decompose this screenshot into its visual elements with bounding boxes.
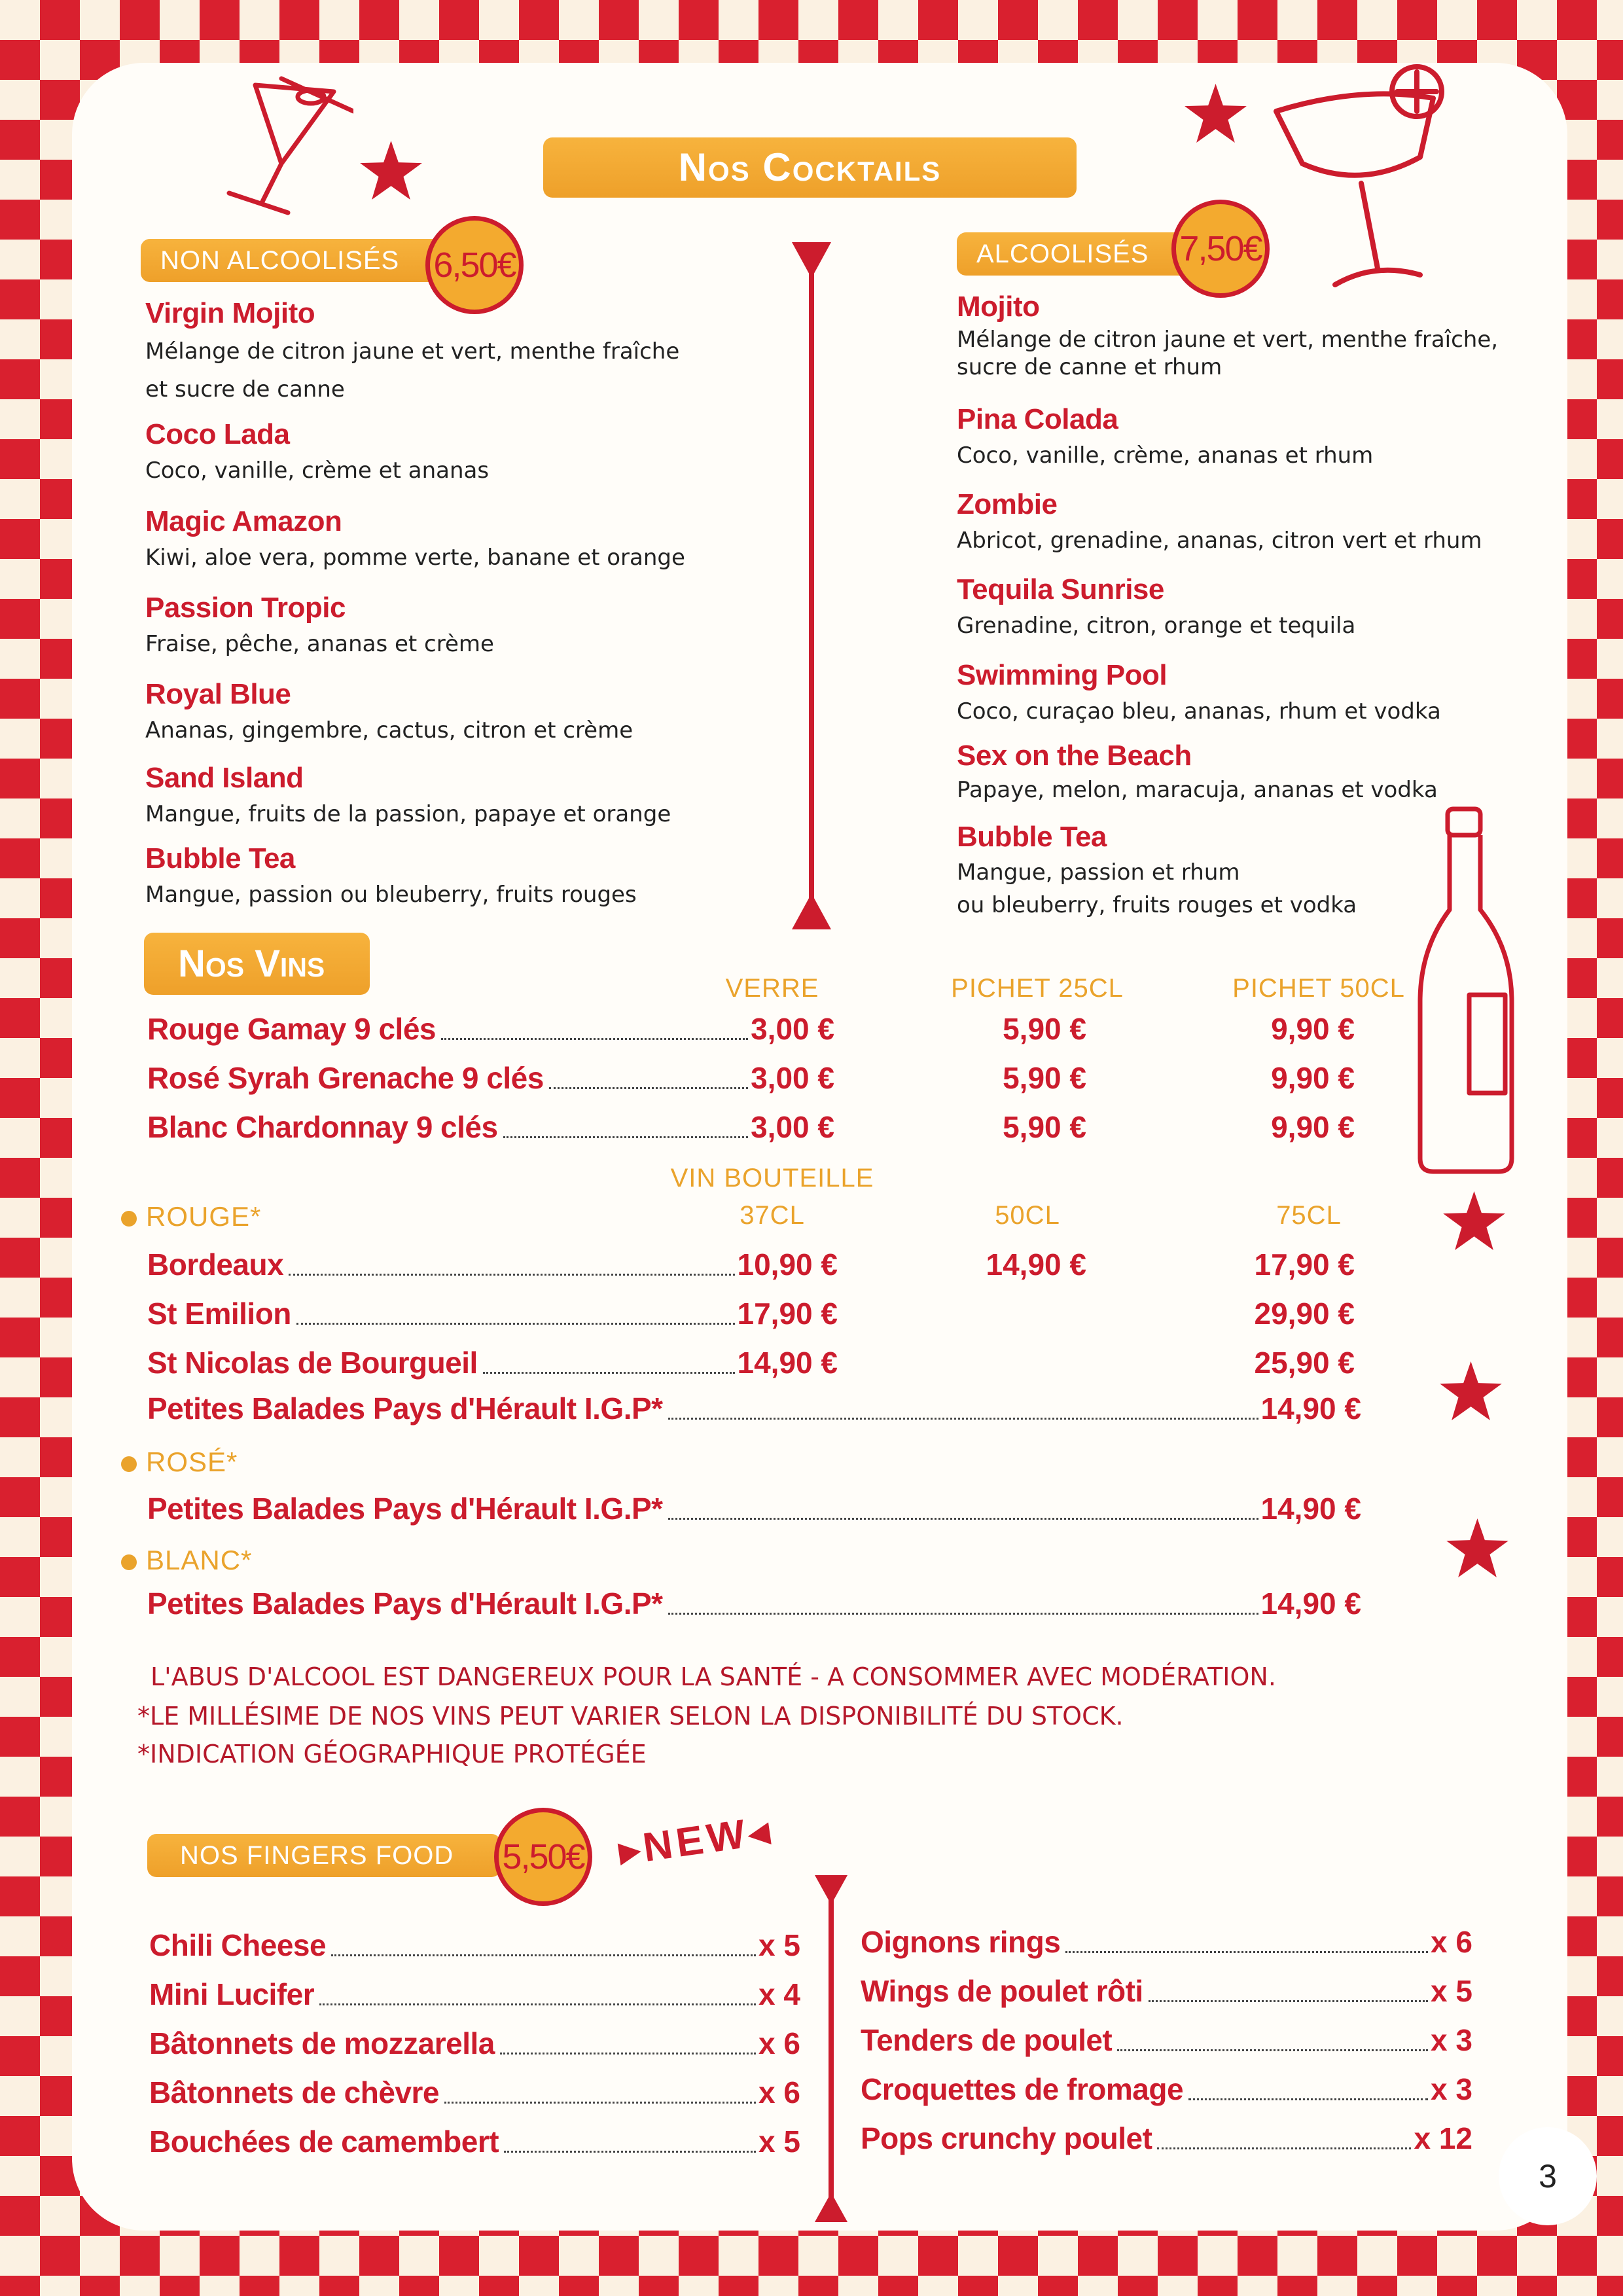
food-row (861, 2121, 1472, 2156)
star-icon (1185, 84, 1247, 143)
food-name: Wings de poulet rôti (861, 1974, 1143, 2008)
item-name: Sand Island (145, 762, 304, 794)
food-qty: x 12 (1414, 2121, 1472, 2155)
menu-item (145, 295, 679, 408)
price-75cl: 17,90 € (1254, 1247, 1355, 1282)
item-description: Mélange de citron jaune et vert, menthe fraîche, (957, 327, 1499, 353)
item-name: Coco Lada (145, 418, 290, 450)
item-description: Abricot, grenadine, ananas, citron vert et rhum (957, 528, 1482, 554)
asterisk: * (651, 1587, 663, 1621)
category-rose: ROSÉ* (121, 1446, 238, 1478)
asterisk: * (651, 1391, 663, 1426)
legal-igp-note: *INDICATION GÉOGRAPHIQUE PROTÉGÉE (137, 1740, 647, 1768)
header-75cl: 75CL (1276, 1201, 1342, 1230)
menu-item (957, 288, 1498, 381)
item-description: Kiwi, aloe vera, pomme verte, banane et orange (145, 545, 685, 571)
price-glass: 3,00 € (751, 1012, 834, 1046)
wine-name: St Emilion (147, 1297, 291, 1331)
star-icon (1446, 1518, 1508, 1577)
price-pitcher-25: 5,90 € (1003, 1012, 1086, 1046)
menu-item (145, 416, 489, 488)
wine-row (147, 1109, 834, 1145)
item-description: Ananas, gingembre, cactus, citron et crème (145, 717, 633, 744)
item-description: Coco, vanille, crème et ananas (145, 457, 490, 484)
price-75cl: 25,90 € (1254, 1346, 1355, 1380)
wine-row (147, 1391, 1361, 1426)
wine-name: Rouge Gamay 9 clés (147, 1012, 436, 1046)
wine-name: St Nicolas de Bourgueil (147, 1346, 478, 1380)
price-pitcher-25: 5,90 € (1003, 1110, 1086, 1144)
price-75cl: 14,90 € (1260, 1587, 1361, 1621)
wine-row (147, 1060, 834, 1096)
food-qty: x 5 (1431, 1974, 1472, 2008)
food-name: Chili Cheese (149, 1928, 327, 1962)
item-description: Mangue, passion et rhum (957, 859, 1240, 886)
margarita-glass-icon (1263, 59, 1459, 308)
alcoholic-label: ALCOOLISÉS (957, 232, 1199, 276)
wine-name: Rosé Syrah Grenache 9 clés (147, 1061, 544, 1095)
price-pitcher-50: 9,90 € (1271, 1012, 1355, 1046)
food-row (149, 1977, 800, 2012)
item-description: Grenadine, citron, orange et tequila (957, 613, 1356, 639)
header-pitcher-50: PICHET 50CL (1232, 974, 1405, 1003)
price-37cl: 17,90 € (737, 1297, 838, 1331)
category-rouge: ROUGE* (121, 1201, 261, 1232)
header-pitcher-25: PICHET 25CL (951, 974, 1124, 1003)
wine-row (147, 1345, 838, 1380)
star-icon (360, 141, 422, 200)
food-name: Oignons rings (861, 1925, 1061, 1959)
price-pitcher-50: 9,90 € (1271, 1061, 1355, 1095)
food-name: Bouchées de camembert (149, 2125, 499, 2159)
food-qty: x 5 (758, 1928, 800, 1962)
food-qty: x 4 (758, 1977, 800, 2011)
food-qty: x 3 (1431, 2023, 1472, 2057)
item-name: Pina Colada (957, 403, 1118, 435)
price-glass: 3,00 € (751, 1110, 834, 1144)
wine-name: Petites Balades Pays d'Hérault I.G.P (147, 1587, 652, 1621)
header-glass: VERRE (725, 974, 819, 1003)
item-name: Zombie (957, 488, 1058, 520)
price-37cl: 14,90 € (737, 1346, 838, 1380)
food-qty: x 6 (1431, 1925, 1472, 1959)
header-bottle: VIN BOUTEILLE (670, 1164, 874, 1193)
food-qty: x 5 (758, 2125, 800, 2159)
food-qty: x 6 (758, 2075, 800, 2109)
legal-warning: L'ABUS D'ALCOOL EST DANGEREUX POUR LA SANTÉ - A CONSOMMER AVEC MODÉRATION. (151, 1662, 1276, 1691)
star-icon (1440, 1361, 1502, 1420)
price-pitcher-25: 5,90 € (1003, 1061, 1086, 1095)
food-name: Croquettes de fromage (861, 2072, 1184, 2106)
star-icon (1443, 1191, 1505, 1250)
menu-item (957, 401, 1373, 473)
food-row (149, 2124, 800, 2159)
food-qty: x 6 (758, 2026, 800, 2060)
food-name: Bâtonnets de mozzarella (149, 2026, 495, 2060)
item-name: Royal Blue (145, 678, 291, 710)
price-37cl: 10,90 € (737, 1247, 838, 1282)
wine-name: Petites Balades Pays d'Hérault I.G.P (147, 1391, 652, 1426)
item-description: Mélange de citron jaune et vert, menthe fraîche (145, 338, 680, 365)
wine-name: Petites Balades Pays d'Hérault I.G.P (147, 1492, 652, 1526)
item-name: Bubble Tea (145, 842, 295, 874)
item-name: Tequila Sunrise (957, 573, 1164, 605)
item-description: Papaye, melon, maracuja, ananas et vodka (957, 777, 1438, 803)
food-row (861, 1973, 1472, 2009)
price-pitcher-50: 9,90 € (1271, 1110, 1355, 1144)
wine-row (147, 1296, 838, 1331)
wine-row (147, 1586, 1361, 1621)
item-description: Mangue, passion ou bleuberry, fruits rouges (145, 882, 637, 908)
menu-item (145, 840, 637, 912)
food-row (861, 2072, 1472, 2107)
menu-item (957, 656, 1441, 728)
menu-item (145, 675, 633, 747)
non-alcoholic-label: NON ALCOOLISÉS (141, 239, 452, 282)
price-75cl: 29,90 € (1254, 1297, 1355, 1331)
non-alcoholic-price-badge: 6,50€ (425, 216, 524, 314)
menu-item (957, 818, 1357, 922)
item-description: ou bleuberry, fruits rouges et vodka (957, 892, 1357, 918)
food-qty: x 3 (1431, 2072, 1472, 2106)
item-description: Fraise, pêche, ananas et crème (145, 631, 494, 657)
item-description: Coco, curaçao bleu, ananas, rhum et vodka (957, 698, 1441, 725)
food-name: Mini Lucifer (149, 1977, 315, 2011)
item-name: Bubble Tea (957, 821, 1107, 853)
item-name: Virgin Mojito (145, 297, 315, 329)
food-row (149, 1928, 800, 1963)
header-37cl: 37CL (740, 1201, 805, 1230)
item-name: Sex on the Beach (957, 740, 1192, 772)
header-50cl: 50CL (995, 1201, 1060, 1230)
item-description: et sucre de canne (145, 376, 345, 403)
food-name: Tenders de poulet (861, 2023, 1113, 2057)
cocktails-title: Nos Cocktails (543, 137, 1077, 198)
item-name: Mojito (957, 291, 1040, 323)
column-divider (789, 239, 834, 933)
price-75cl: 14,90 € (1260, 1391, 1361, 1426)
legal-vintage-note: *LE MILLÉSIME DE NOS VINS PEUT VARIER SELON LA DISPONIBILITÉ DU STOCK. (137, 1702, 1124, 1731)
new-label: ▸NEW◂ (616, 1807, 776, 1874)
martini-glass-icon (183, 65, 353, 223)
item-name: Passion Tropic (145, 592, 346, 624)
food-row (149, 2026, 800, 2061)
item-name: Magic Amazon (145, 505, 342, 537)
food-name: Pops crunchy poulet (861, 2121, 1152, 2155)
food-row (861, 2022, 1472, 2058)
item-description: sucre de canne et rhum (957, 354, 1222, 380)
wine-row (147, 1491, 1361, 1526)
asterisk: * (651, 1492, 663, 1526)
price-50cl: 14,90 € (986, 1247, 1086, 1282)
food-row (861, 1924, 1472, 1960)
finger-food-price-badge: 5,50€ (494, 1808, 592, 1906)
item-name: Swimming Pool (957, 659, 1168, 691)
menu-item (957, 486, 1482, 558)
item-description: Coco, vanille, crème, ananas et rhum (957, 442, 1374, 469)
menu-item (957, 571, 1355, 643)
price-glass: 3,00 € (751, 1061, 834, 1095)
menu-item (145, 589, 494, 661)
food-name: Bâtonnets de chèvre (149, 2075, 439, 2109)
finger-food-label: NOS FINGERS FOOD (147, 1834, 501, 1877)
food-row (149, 2075, 800, 2110)
price-75cl: 14,90 € (1260, 1492, 1361, 1526)
wine-name: Bordeaux (147, 1247, 284, 1282)
wine-row (147, 1247, 838, 1282)
wine-name: Blanc Chardonnay 9 clés (147, 1110, 498, 1144)
page-number: 3 (1499, 2127, 1597, 2225)
category-blanc: BLANC* (121, 1545, 252, 1576)
alcoholic-price-badge: 7,50€ (1171, 200, 1270, 298)
menu-item (145, 503, 685, 575)
item-description: Mangue, fruits de la passion, papaye et orange (145, 801, 671, 827)
menu-item (145, 759, 671, 831)
menu-item (957, 737, 1438, 805)
column-divider (812, 1872, 851, 2225)
wine-row (147, 1011, 834, 1047)
wines-title: Nos Vins (144, 933, 370, 995)
